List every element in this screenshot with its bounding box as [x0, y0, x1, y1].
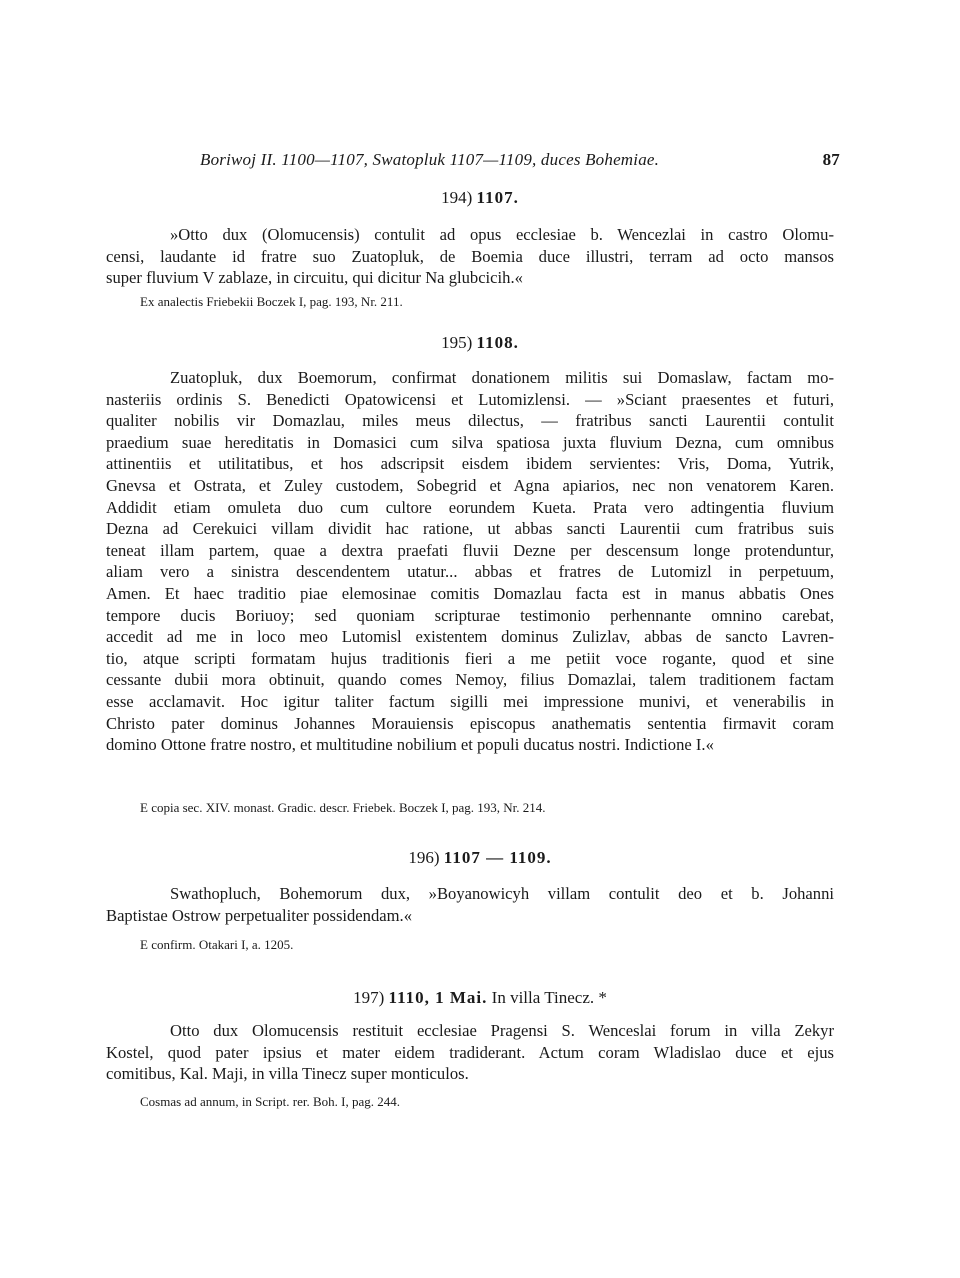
doc-197-number: 197): [353, 988, 385, 1007]
text-line: tio, atque scripti formatam hujus traditionis fieri a me petiit voce rogante, quod et sine: [106, 648, 834, 668]
page-number: 87: [822, 150, 840, 169]
doc-197-place: In villa Tinecz. *: [491, 988, 607, 1007]
text-line: aliam vero a sinistra descendentem utatur... abbas et fratres de Lutomizl in perpetuum,: [106, 562, 834, 582]
text-line: Baptistae Ostrow perpetualiter possidendam.«: [106, 905, 412, 925]
text-line: Gnevsa et Ostrata, et Zuley custodem, Sobegrid et Agna apiarios, nec non venatorem Karen.: [106, 475, 834, 495]
text-line: attinentiis et utilitatibus, et hos adscripsit eisdem ibidem servientes: Vris, Doma, Yutrik,: [106, 454, 834, 474]
running-header: [200, 150, 840, 170]
doc-196-number: 196): [408, 848, 440, 867]
text-line: teneat illam partem, quae a dextra praefati fluvii Dezne per descensum longe protenduntur,: [106, 540, 834, 560]
text-line: Amen. Et haec traditio piae elemosinae comitis Domazlau facta est in manus abbatis Ones: [106, 583, 834, 603]
doc-194-source: Ex analectis Friebekii Boczek I, pag. 193, Nr. 211.: [140, 294, 403, 309]
text-line: domino Ottone fratre nostro, et multitudine nobilium et populi ducatus nostri. Indictione I.«: [106, 735, 714, 755]
doc-195-text: [106, 367, 834, 756]
text-line: super fluvium V zablaze, in circuitu, qui dicitur Na glubcicih.«: [106, 268, 523, 288]
text-line: qualiter nobilis vir Domazlau, miles meus dilectus, — fratribus sancti Laurentii contulit: [106, 411, 834, 431]
doc-195-number: 195): [441, 333, 473, 352]
text-line: praedium suae hereditatis in Domasici cum silva spatiosa juxta fluvium Dezna, cum omnibus: [106, 432, 834, 452]
doc-196-heading: [0, 848, 960, 868]
text-line: Dezna ad Cerekuici villam dividit hac ratione, ut abbas sancti Laurentii cum fratribus suis: [106, 519, 834, 539]
text-line: Zuatopluk, dux Boemorum, confirmat donationem militis sui Domaslaw, factam mo-: [170, 368, 834, 387]
doc-194-text: [106, 224, 834, 289]
text-line: nasteriis ordinis S. Benedicti Opatowicensi et Lutomizlensi. — »Sciant praesentes et futuri,: [106, 389, 834, 409]
doc-196-year: 1107 — 1109.: [443, 848, 552, 867]
text-line: Kostel, quod pater ipsius et mater eidem tradiderant. Actum coram Wladislao duce et ejus: [106, 1042, 834, 1062]
doc-194-heading: [0, 188, 960, 208]
text-line: Otto dux Olomucensis restituit ecclesiae Pragensi S. Wenceslai forum in villa Zekyr: [170, 1021, 834, 1040]
text-line: comitibus, Kal. Maji, in villa Tinecz super monticulos.: [106, 1064, 469, 1084]
text-line: esse acclamavit. Hoc igitur taliter factum sigilli mei impressione munivi, et venerabilis in: [106, 691, 834, 711]
text-line: tempore ducis Boriuoy; sed quoniam scripturae testimonio perhennante omnino carebat,: [106, 605, 834, 625]
doc-197-heading: [0, 988, 960, 1008]
text-line: accedit ad me in loco meo Lutomisl existentem dominus Zulizlav, abbas de sancto Lavren-: [106, 627, 834, 647]
doc-196-source: E confirm. Otakari I, a. 1205.: [140, 937, 294, 952]
text-line: censi, laudante id fratre suo Zuatopluk, de Boemia duce illustri, terram ad octo mansos: [106, 246, 834, 266]
running-title: Boriwoj II. 1100—1107, Swatopluk 1107—1109, duces Bohemiae.: [200, 150, 660, 169]
text-line: Addidit etiam omuleta duo cum cultore eorundem Kueta. Prata vero adtingentia fluvium: [106, 497, 834, 517]
doc-195-year: 1108.: [476, 333, 519, 352]
text-line: Christo pater dominus Johannes Morauiensis episcopus anathematis sententia firmavit coram: [106, 713, 834, 733]
doc-197-year: 1110, 1 Mai.: [388, 988, 488, 1007]
text-line: »Otto dux (Olomucensis) contulit ad opus ecclesiae b. Wencezlai in castro Olomu-: [170, 225, 834, 244]
doc-195-source: E copia sec. XIV. monast. Gradic. descr. Friebek. Boczek I, pag. 193, Nr. 214.: [140, 800, 546, 815]
doc-196-text: [106, 883, 834, 926]
doc-194-year: 1107.: [476, 188, 519, 207]
doc-197-source: Cosmas ad annum, in Script. rer. Boh. I, pag. 244.: [140, 1094, 400, 1109]
text-line: cessante dubii mora obtinuit, quando comes Nemoy, filius Domazlai, talem traditionem factam: [106, 670, 834, 690]
doc-197-text: [106, 1020, 834, 1085]
text-line: Swathopluch, Bohemorum dux, »Boyanowicyh villam contulit deo et b. Johanni: [170, 884, 834, 903]
doc-195-heading: [0, 333, 960, 353]
doc-194-number: 194): [441, 188, 473, 207]
